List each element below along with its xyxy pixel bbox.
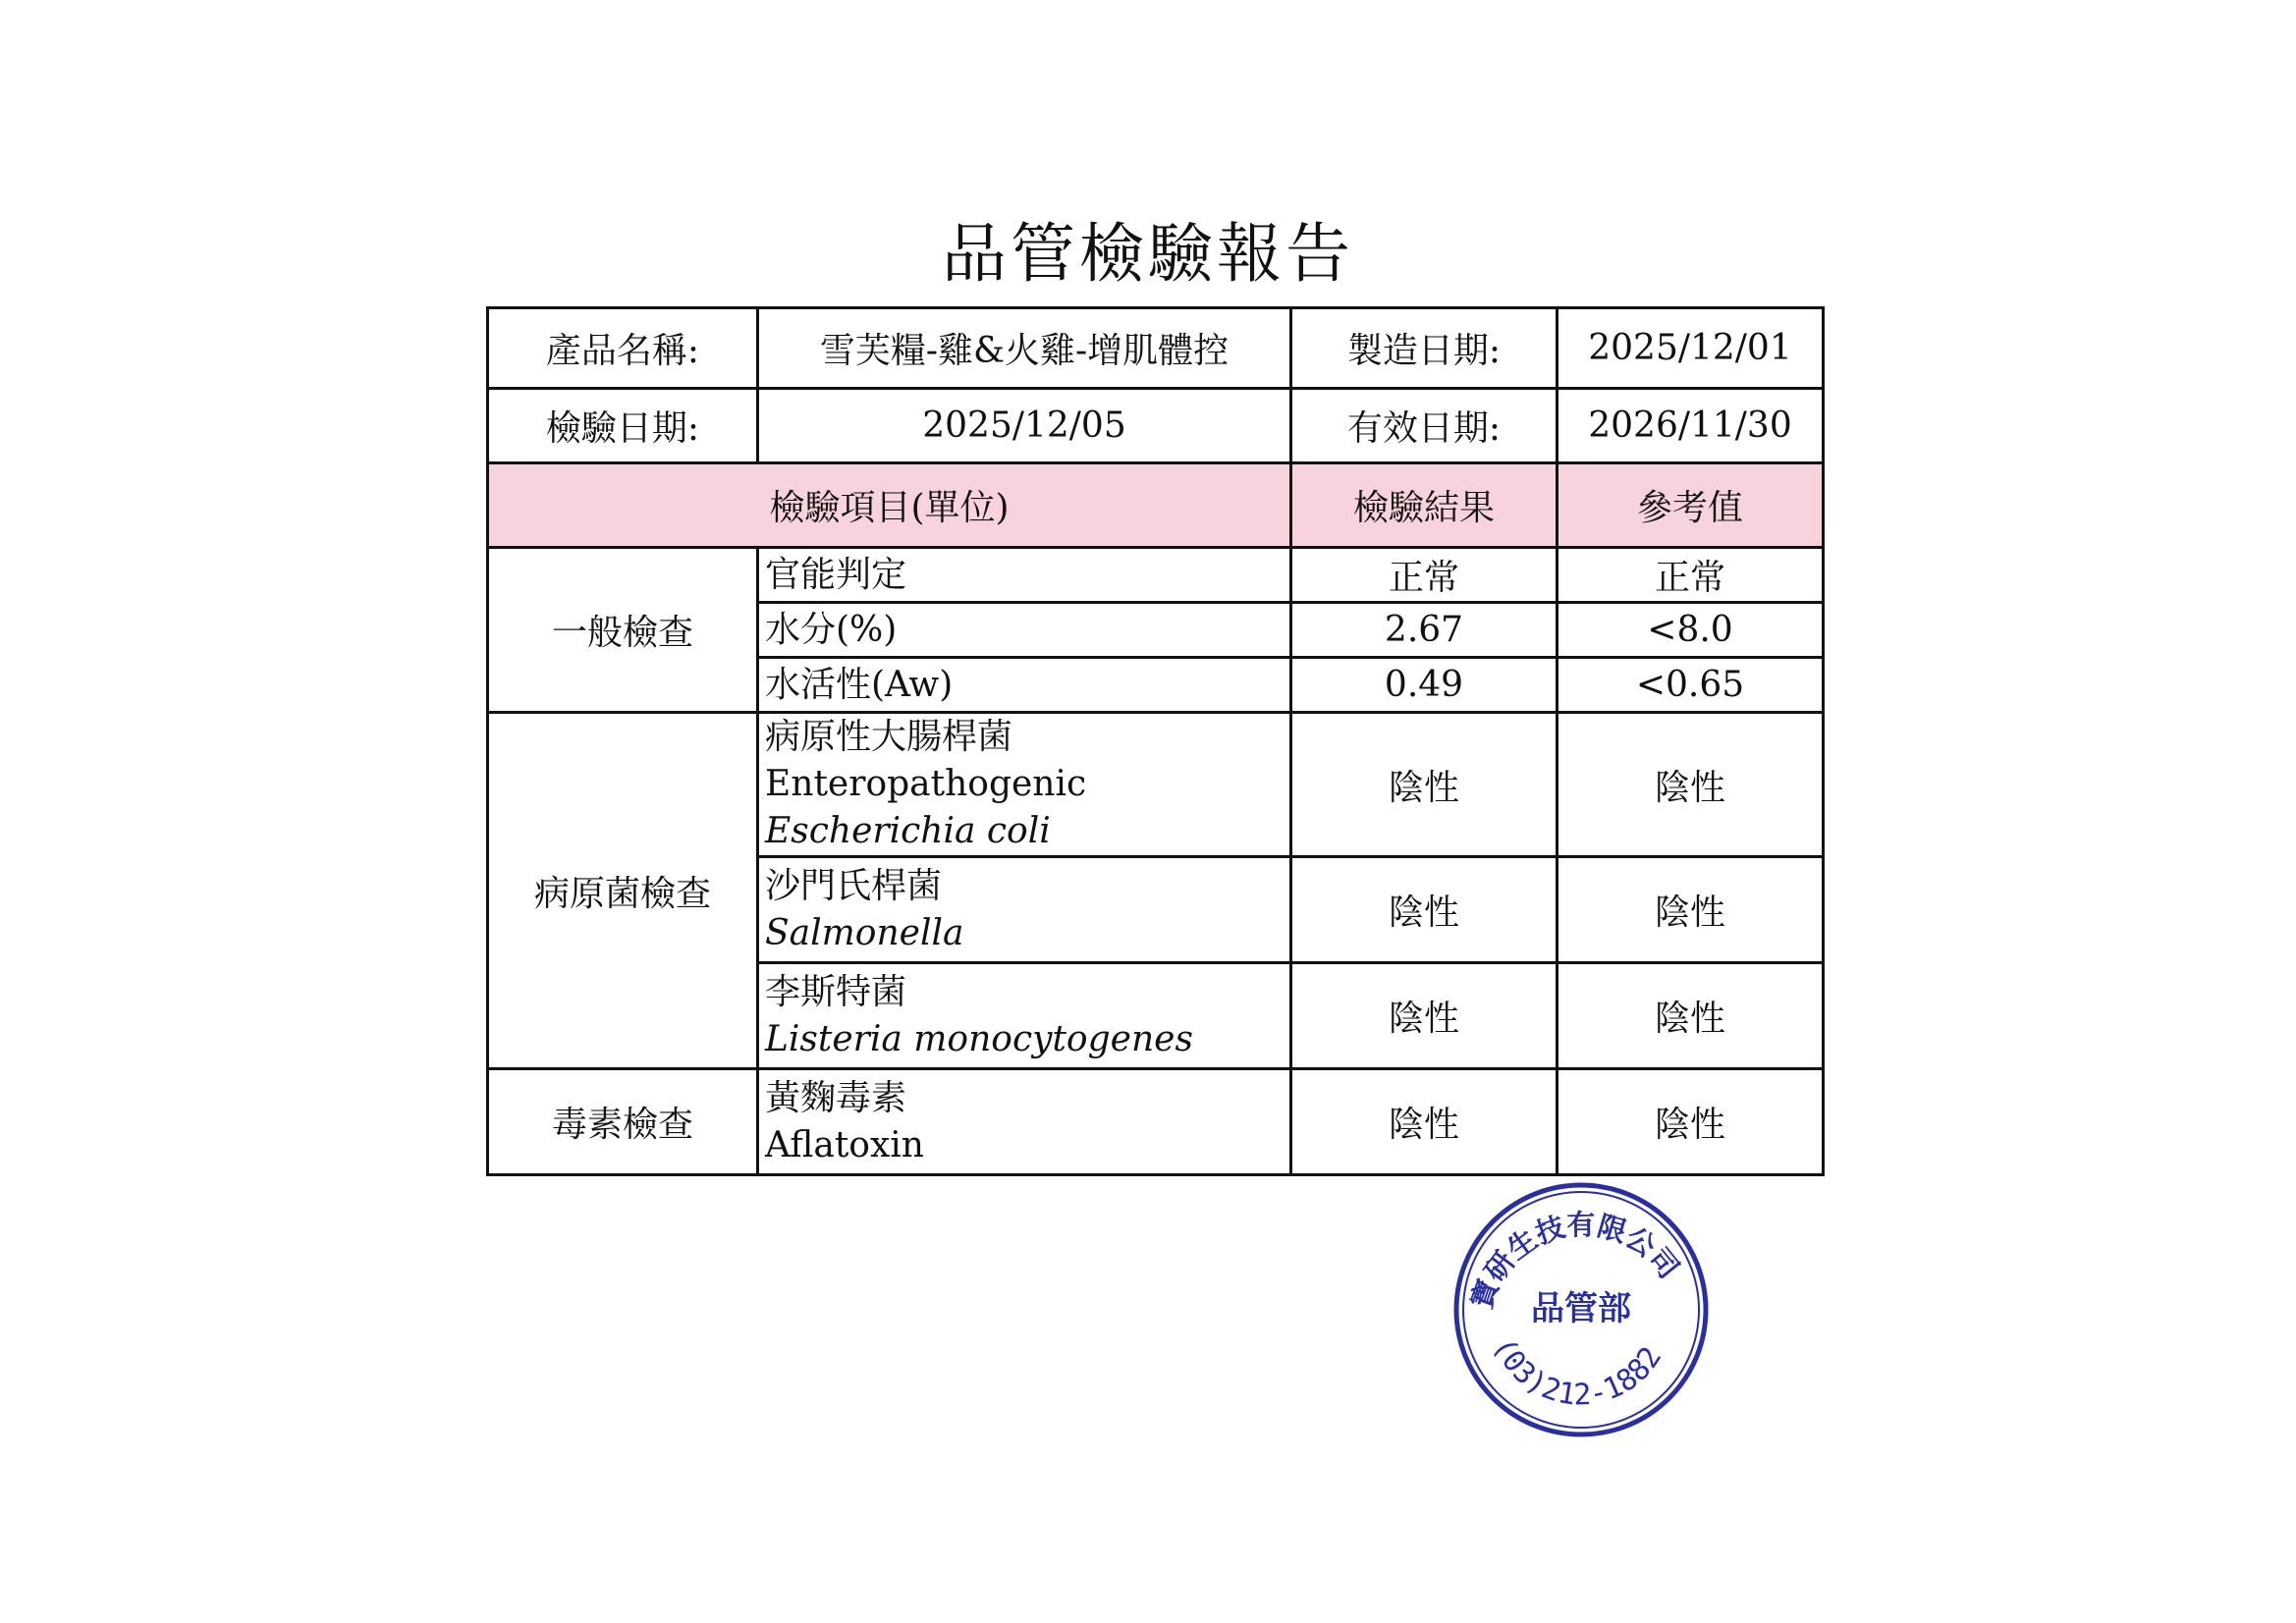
report-title: 品管檢驗報告 (942, 216, 1354, 292)
table-row (488, 548, 1824, 603)
group-label-toxin: 毒素檢查 (488, 1069, 758, 1175)
item-name-zh: 沙門氏桿菌 (765, 865, 943, 906)
item-reference: <8.0 (1558, 603, 1824, 658)
table-header-row (488, 463, 1824, 548)
test-date-value: 2025/12/05 (758, 389, 1291, 463)
date-row (488, 389, 1824, 463)
product-name-label: 產品名稱: (488, 308, 758, 389)
item-name-en (765, 910, 1289, 957)
item-name: 水分(%) (758, 603, 1291, 658)
item-reference: 陰性 (1558, 713, 1824, 857)
item-reference: 陰性 (1558, 1069, 1824, 1175)
table-row (488, 713, 1824, 857)
seal-company-text: 寶研生技有限公司 (1464, 1208, 1686, 1314)
item-name-en-scientific: Escherichia coli (765, 811, 1051, 851)
item-name-zh: 李斯特菌 (765, 971, 907, 1012)
item-name (758, 1069, 1291, 1175)
item-reference: 正常 (1558, 548, 1824, 603)
table-row (488, 1069, 1824, 1175)
seal-dept-text: 品管部 (1531, 1289, 1631, 1328)
report-table (486, 306, 1825, 1176)
item-name (758, 857, 1291, 963)
group-label-pathogen: 病原菌檢查 (488, 713, 758, 1069)
item-name-zh: 病原性大腸桿菌 (765, 717, 1013, 757)
header-item: 檢驗項目(單位) (488, 463, 1291, 548)
item-name-en: Aflatoxin (765, 1124, 924, 1165)
expiry-date-value: 2026/11/30 (1558, 389, 1824, 463)
item-result: 陰性 (1291, 963, 1558, 1069)
item-result: 陰性 (1291, 1069, 1558, 1175)
item-result: 0.49 (1291, 658, 1558, 713)
expiry-date-label: 有效日期: (1291, 389, 1558, 463)
item-name (758, 963, 1291, 1069)
header-reference: 參考值 (1558, 463, 1824, 548)
item-name-en (765, 761, 1289, 855)
company-seal-stamp (1451, 1180, 1711, 1439)
header-result: 檢驗結果 (1291, 463, 1558, 548)
item-result: 陰性 (1291, 857, 1558, 963)
item-name: 官能判定 (758, 548, 1291, 603)
item-name (758, 713, 1291, 857)
item-name: 水活性(Aw) (758, 658, 1291, 713)
item-reference: <0.65 (1558, 658, 1824, 713)
item-name-en-scientific: Listeria monocytogenes (765, 1018, 1193, 1059)
item-name-en-scientific: Salmonella (765, 912, 964, 953)
item-result: 正常 (1291, 548, 1558, 603)
item-name-en (765, 1016, 1289, 1063)
item-reference: 陰性 (1558, 857, 1824, 963)
seal-phone-text: (03)212-1882 (1486, 1332, 1669, 1413)
product-row (488, 308, 1824, 389)
group-label-general: 一般檢查 (488, 548, 758, 713)
item-result: 陰性 (1291, 713, 1558, 857)
manufacture-date-label: 製造日期: (1291, 308, 1558, 389)
manufacture-date-value: 2025/12/01 (1558, 308, 1824, 389)
item-result: 2.67 (1291, 603, 1558, 658)
test-date-label: 檢驗日期: (488, 389, 758, 463)
item-name-zh: 黃麴毒素 (765, 1077, 907, 1118)
product-name-value: 雪芙糧-雞&火雞-增肌體控 (758, 308, 1291, 389)
item-name-en-prefix: Enteropathogenic (765, 764, 1087, 804)
item-reference: 陰性 (1558, 963, 1824, 1069)
